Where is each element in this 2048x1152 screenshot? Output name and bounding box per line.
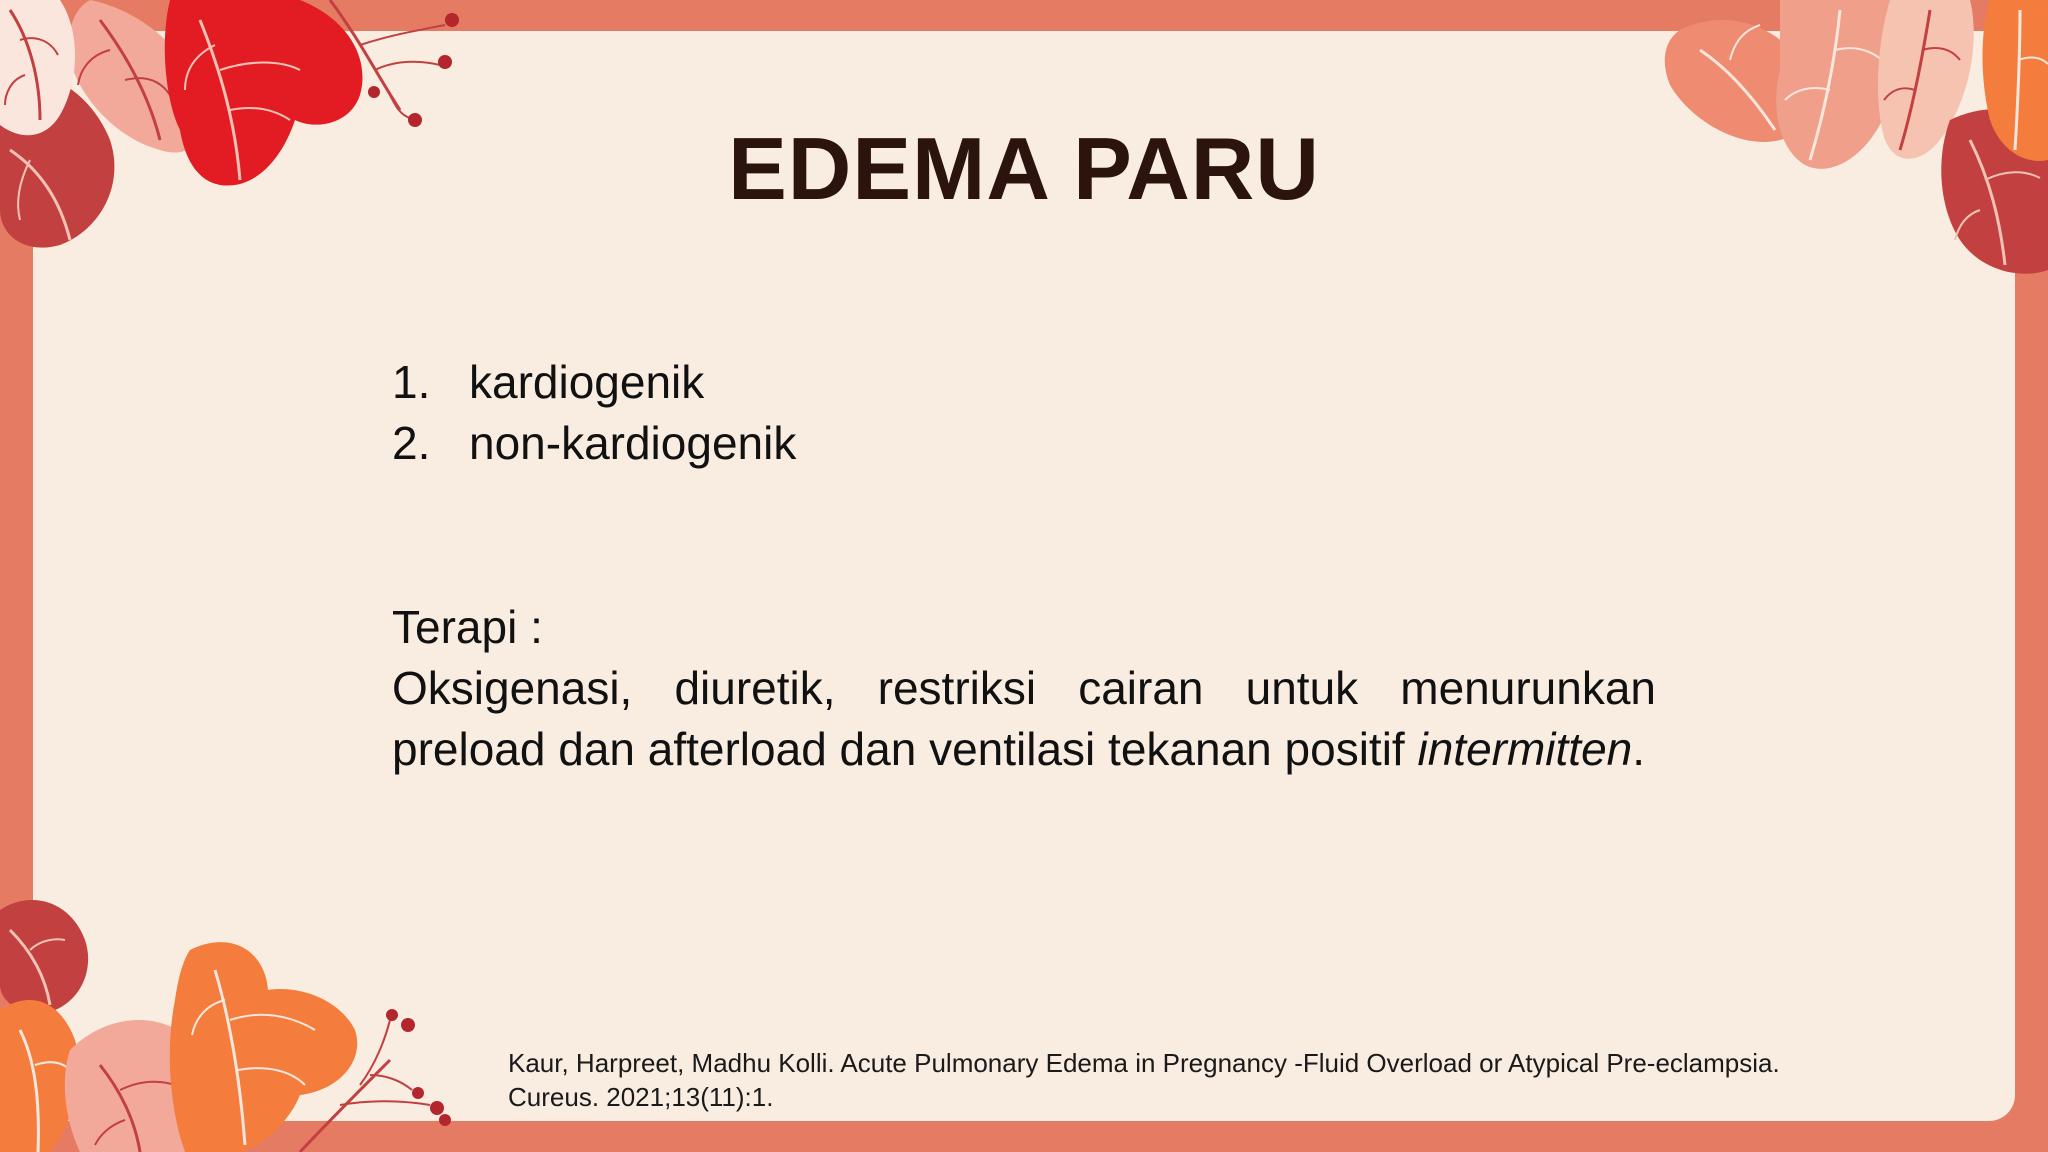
citation-line-1: Kaur, Harpreet, Madhu Kolli. Acute Pulmonary Edema in Pregnancy -Fluid Overload or Atypical Pre-eclampsia. — [508, 1048, 1780, 1078]
therapy-text: Oksigenasi, diuretik, restriksi cairan untuk menurunkan preload dan afterload dan ventilasi tekanan positif — [392, 662, 1656, 775]
therapy-period: . — [1632, 723, 1646, 775]
list-item-text: non-kardiogenik — [469, 417, 797, 469]
therapy-section — [392, 597, 1656, 780]
citation — [508, 1046, 1978, 1114]
therapy-description — [392, 658, 1656, 780]
therapy-label: Terapi : — [392, 601, 543, 653]
type-list — [392, 352, 796, 474]
list-item-number: 1. — [392, 356, 431, 408]
list-item — [392, 352, 796, 413]
list-item-number: 2. — [392, 417, 431, 469]
therapy-italic-term: intermitten — [1417, 723, 1633, 775]
leaf-decoration-bottom-left — [0, 890, 470, 1152]
list-item-text: kardiogenik — [469, 356, 705, 408]
slide-title: EDEMA PARU — [728, 119, 1320, 218]
list-item — [392, 413, 796, 474]
citation-line-2: Cureus. 2021;13(11):1. — [508, 1082, 774, 1112]
